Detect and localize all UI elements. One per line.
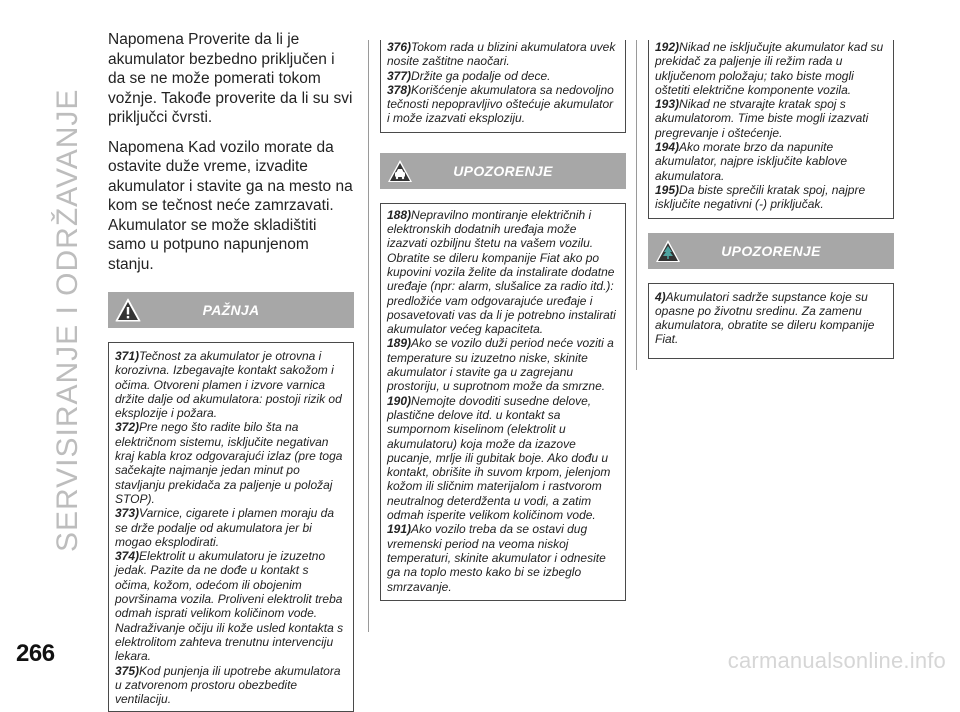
item-number: 374) [115,549,140,564]
page-number: 266 [16,640,55,667]
item-text: Nikad ne stvarajte kratak spoj s akumulatorom. Time biste mogli izazvati pregrevanje i oštećenje. [655,97,869,140]
list-item [387,208,619,337]
item-number: 194) [655,140,680,155]
warning-title: PAŽNJA [202,302,260,318]
item-number: 195) [655,182,680,197]
warning-header [648,233,894,269]
list-item [115,420,347,506]
item-number: 4) [655,289,666,304]
list-item [115,506,347,549]
warning-box [648,283,894,359]
list-item [655,290,887,347]
item-number: 377) [387,68,412,83]
item-text: Ako morate brzo da napunite akumulator, najpre isključite kablove akumulatora. [655,140,848,183]
list-item [387,394,619,523]
warning-box-continued [380,40,626,133]
column-1 [108,30,354,712]
list-item [387,336,619,393]
list-item [655,97,887,140]
column-divider [636,40,637,370]
item-text: Ako vozilo treba da se ostavi dug vremenski period na veoma niskoj temperaturi, skinite akumulator i odnesite ga na toplo mesto kako bi se izbeglo smrzavanje. [387,522,606,594]
note-paragraph: Napomena Proverite da li je akumulator bezbedno priključen i da se ne može pomerati tokom vožnje. Takođe proverite da li su svi priključci čvrsti. [108,31,353,126]
list-item [655,140,887,183]
item-text: Kod punjenja ili upotrebe akumulatora u zatvorenom prostoru obezbedite ventilaciju. [115,663,341,707]
list-item [387,522,619,593]
item-number: 371) [115,349,140,363]
column-3 [648,40,894,359]
item-number: 192) [655,40,680,54]
item-number: 193) [655,97,680,112]
item-number: 188) [387,207,412,222]
warning-box [108,342,354,712]
item-number: 378) [387,82,412,97]
item-text: Elektrolit u akumulatoru je izuzetno jedak. Pazite da ne dođe u kontakt s očima, kožom, odećom ili obojenim površinama vozila. Proliveni elektrolit treba odmah isprati velikom količinom vode. Nadraživanje očiju ili kože usled kontakta s elektrolitom zahteva trenutnu intervenciju lekara. [115,549,344,664]
item-text: Korišćenje akumulatora sa nedovoljno tečnosti nepopravljivo oštećuje akumulator i može izazvati eksploziju. [387,82,614,126]
note-paragraph: Napomena Kad vozilo morate da ostavite duže vreme, izvadite akumulator i stavite ga na mesto na kom se tečnost neće zamrzavati. Akumulator se može skladištiti samo u potpuno napunjenom stanju. [108,138,353,273]
item-text: Pre nego što radite bilo šta na električnom sistemu, isključite negativan kraj kabla kroz odgovarajući izlaz (pre toga sačekajte najmanje jedan minut po stavljanju prekidača za paljenje u položaj STOP). [115,420,343,506]
warning-title: UPOZORENJE [721,242,821,259]
item-number: 372) [115,420,140,435]
item-number: 190) [387,393,412,408]
watermark: carmanualsonline.info [727,648,946,673]
item-number: 375) [115,663,140,678]
item-text: Da biste sprečili kratak spoj, najpre isključite negativni (-) priključak. [655,182,866,212]
list-item [115,549,347,663]
item-text: Držite ga podalje od dece. [411,68,551,83]
item-text: Akumulatori sadrže supstance koje su opasne po životnu sredinu. Za zamenu akumulatora, obratite se dileru kompanije Fiat. [655,289,875,347]
column-2 [380,40,626,601]
list-item [387,83,619,126]
list-item [387,40,619,69]
item-number: 376) [387,40,412,54]
item-text: Tokom rada u blizini akumulatora uvek nosite zaštitne naočari. [387,40,616,69]
item-number: 373) [115,506,140,521]
warning-header [380,153,626,189]
item-text: Nepravilno montiranje električnih i elektronskih dodatnih uređaja može izazvati ozbiljnu štetu na vašem vozilu. Obratite se dileru kompanije Fiat ako po kupovini vozila želite da instalirate dodatne uređaje (npr: alarm, slušalice za radio itd.): predložiće vam odgovarajuće uređaje i posavetovati vas da li je potrebno instalirati akumulator većeg kapaciteta. [387,207,616,337]
warning-title: UPOZORENJE [453,162,553,179]
item-text: Nemojte dovoditi susedne delove, plastične delove itd. u kontakt sa sumpornom kiselinom (elektrolit u akumulatoru) koja može da izazove pucanje, mrlje ili gubitak boje. Ako dođu u kontakt, obrišite ih suvom krpom, jelenjom kožom ili sličnim materijalom i rastvorom neutralnog deterdženta u vodi, a zatim odmah isperite velikom količinom vode. [387,393,611,523]
warning-header [108,292,354,328]
item-text: Varnice, cigarete i plamen moraju da se drže podalje od akumulatora jer bi mogao eksplodirati. [115,506,335,549]
list-item [387,69,619,83]
item-number: 191) [387,522,412,537]
list-item [115,349,347,420]
item-text: Tečnost za akumulator je otrovna i korozivna. Izbegavajte kontakt sakožom i očima. Otvoreni plamen i izvore varnica držite dalje od akumulatora: postoji rizik od eksplozije i požara. [115,349,342,421]
list-item [655,40,887,97]
item-number: 189) [387,336,412,351]
list-item [655,183,887,212]
list-item [115,664,347,707]
column-divider [368,40,369,632]
warning-box [380,203,626,601]
item-text: Ako se vozilo duži period neće voziti a temperature su izuzetno niske, skinite akumulator i stavite ga u zagrejanu prostoriju, u suprotnom može da smrzne. [387,336,614,394]
section-side-title: SERVISIRANJE I ODRŽAVANJE [51,88,84,552]
item-text: Nikad ne isključujte akumulator kad su prekidač za paljenje ili režim rada u uključenom položaju; tako biste mogli oštetiti električne komponente vozila. [655,40,884,97]
warning-box-continued [648,40,894,219]
